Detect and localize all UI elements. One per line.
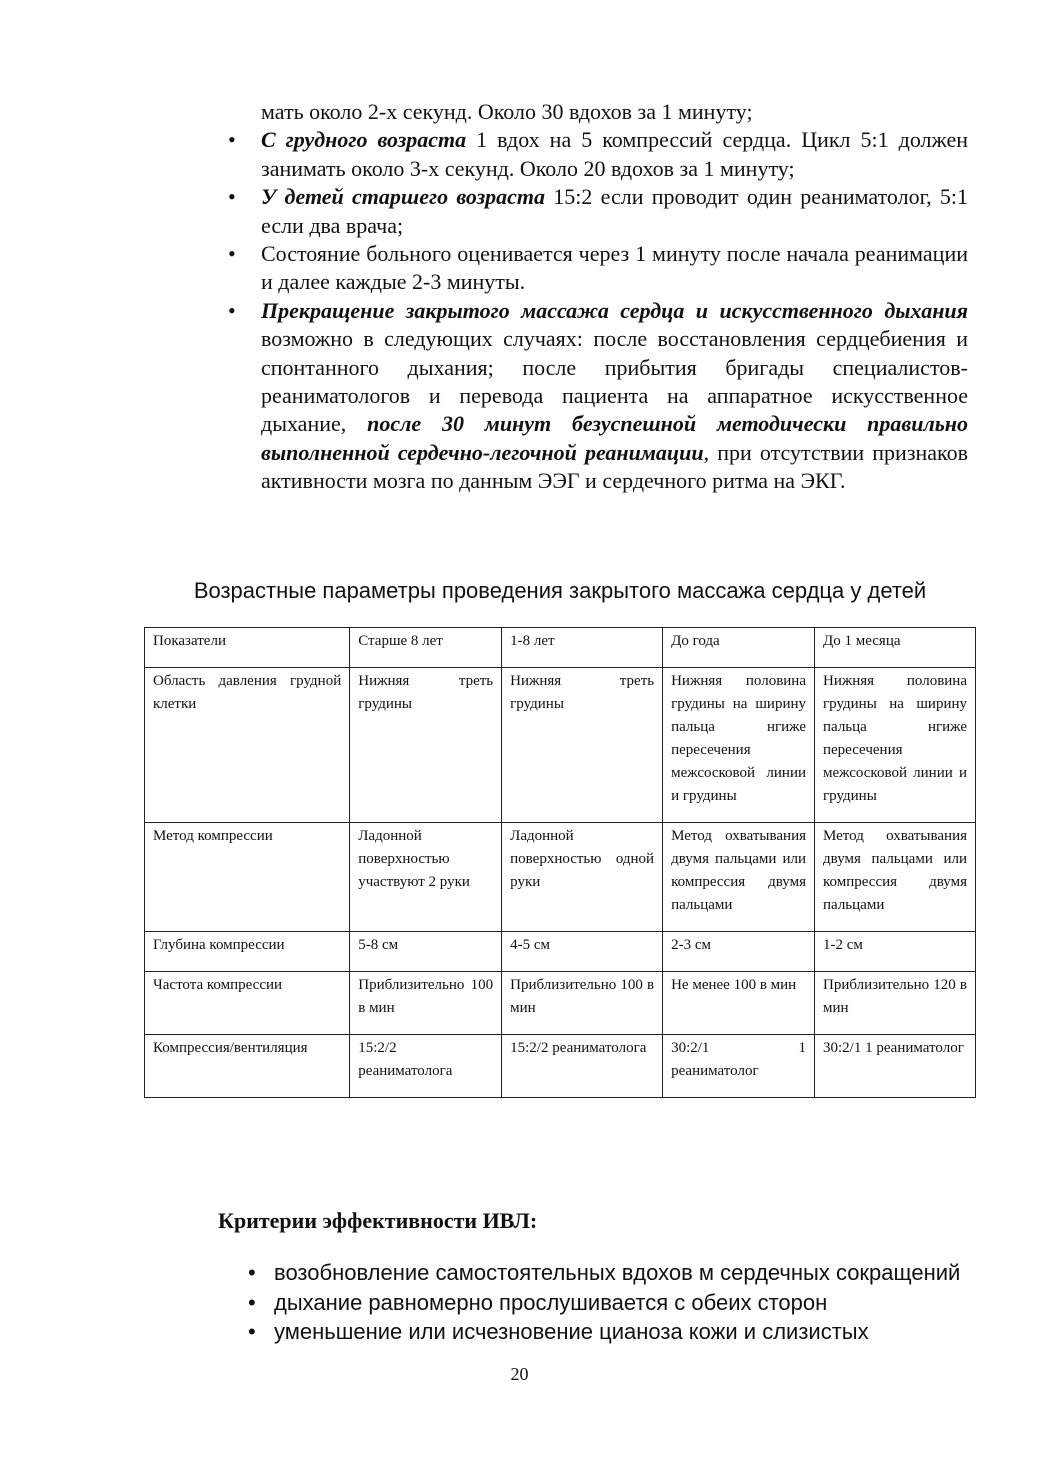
list-item: • дыхание равномерно прослушивается с обеих сторон	[246, 1288, 986, 1318]
header-cell: Показатели	[145, 628, 350, 668]
table-cell: 2-3 см	[663, 932, 815, 972]
table-cell: 5-8 см	[350, 932, 502, 972]
table-cell: Метод охватывания двумя пальцами или компрессия двумя пальцами	[663, 823, 815, 932]
list-item: • возобновление самостоятельных вдохов м сердечных сокращений	[246, 1258, 986, 1288]
continued-line: мать около 2-х секунд. Около 30 вдохов за 1 минуту;	[261, 99, 753, 124]
resuscitation-notes	[226, 98, 968, 496]
table-cell: Не менее 100 в мин	[663, 972, 815, 1035]
table-cell: Глубина компрессии	[145, 932, 350, 972]
header-cell: До 1 месяца	[815, 628, 976, 668]
table-cell: Метод охватывания двумя пальцами или компрессия двумя пальцами	[815, 823, 976, 932]
table-cell: Нижняя треть грудины	[502, 668, 663, 823]
table-cell: Частота компрессии	[145, 972, 350, 1035]
table-cell: Приблизительно 120 в мин	[815, 972, 976, 1035]
termination-text: возможно в следующих случаях: после восстановления сердцебиения и спонтанного дыхания; после прибытия бригады специалистов-реаниматологов и перевода пациента на аппаратное искусственное дыхание,	[261, 326, 968, 437]
table-cell: Нижняя половина грудины на ширину пальца нгиже пересечения межсосковой линии и грудины	[815, 668, 976, 823]
table-cell: 30:2/1 1 реаниматолог	[815, 1035, 976, 1098]
bullet-older-children	[226, 183, 968, 240]
criteria-list	[246, 1258, 986, 1347]
table-cell: 15:2/2 реаниматолога	[350, 1035, 502, 1098]
table-row	[145, 932, 976, 972]
criteria-heading: Критерии эффективности ИВЛ:	[218, 1208, 538, 1233]
bullet-infant	[226, 126, 968, 183]
table-cell: Ладонной поверхностью одной руки	[502, 823, 663, 932]
bullet-infant-bold: С грудного возраста	[261, 127, 467, 153]
table-cell: Область давления грудной клетки	[145, 668, 350, 823]
table-cell: Нижняя половина грудины на ширину пальца нгиже пересечения межсосковой линии и грудины	[663, 668, 815, 823]
table-cell: 4-5 см	[502, 932, 663, 972]
table-cell: Ладонной поверхностью участвуют 2 руки	[350, 823, 502, 932]
table-cell: 1-2 см	[815, 932, 976, 972]
header-cell: 1-8 лет	[502, 628, 663, 668]
header-cell: До года	[663, 628, 815, 668]
table-cell: Метод компрессии	[145, 823, 350, 932]
table-cell: Нижняя треть грудины	[350, 668, 502, 823]
table-row	[145, 668, 976, 823]
table-caption: Возрастные параметры проведения закрытого массажа сердца у детей	[193, 578, 927, 603]
bullet-termination	[226, 297, 968, 496]
termination-bold-2: после 30 минут безуспешной методически правильно выполненной сердечно-легочной реанимации	[261, 411, 969, 465]
cpr-parameters-table	[144, 627, 976, 1098]
termination-bold: Прекращение закрытого массажа сердца и искусственного дыхания	[261, 297, 968, 323]
bullet-infant-text: 1 вдох на 5 компрессий сердца. Цикл 5:1 должен занимать около 3-х секунд. Около 20 вдохов за 1 минуту;	[261, 127, 968, 181]
list-item: • уменьшение или исчезновение цианоза кожи и слизистых	[246, 1317, 986, 1347]
table-cell: Компрессия/вентиляция	[145, 1035, 350, 1098]
table-cell: Приблизительно 100 в мин	[350, 972, 502, 1035]
table-row	[145, 1035, 976, 1098]
bullet-older-bold: У детей старшего возраста	[261, 184, 546, 210]
termination-end: , при отсутствии признаков активности мозга по данным ЭЭГ и сердечного ритма на ЭКГ.	[261, 439, 969, 494]
table-cell: 15:2/2 реаниматолога	[502, 1035, 663, 1098]
table-cell: 30:2/1 1 реаниматолог	[663, 1035, 815, 1098]
table-header-row	[145, 628, 976, 668]
table-cell: Приблизительно 100 в мин	[502, 972, 663, 1035]
page-number: 20	[510, 1364, 529, 1384]
table-row	[145, 823, 976, 932]
table-row	[145, 972, 976, 1035]
header-cell: Старше 8 лет	[350, 628, 502, 668]
bullet-assessment: • Состояние больного оценивается через 1 минуту после начала реанимации и далее каждые 2-3 минуты.	[226, 240, 968, 297]
bullet-older-text: 15:2 если проводит один реаниматолог, 5:1 если два врача;	[261, 184, 968, 238]
